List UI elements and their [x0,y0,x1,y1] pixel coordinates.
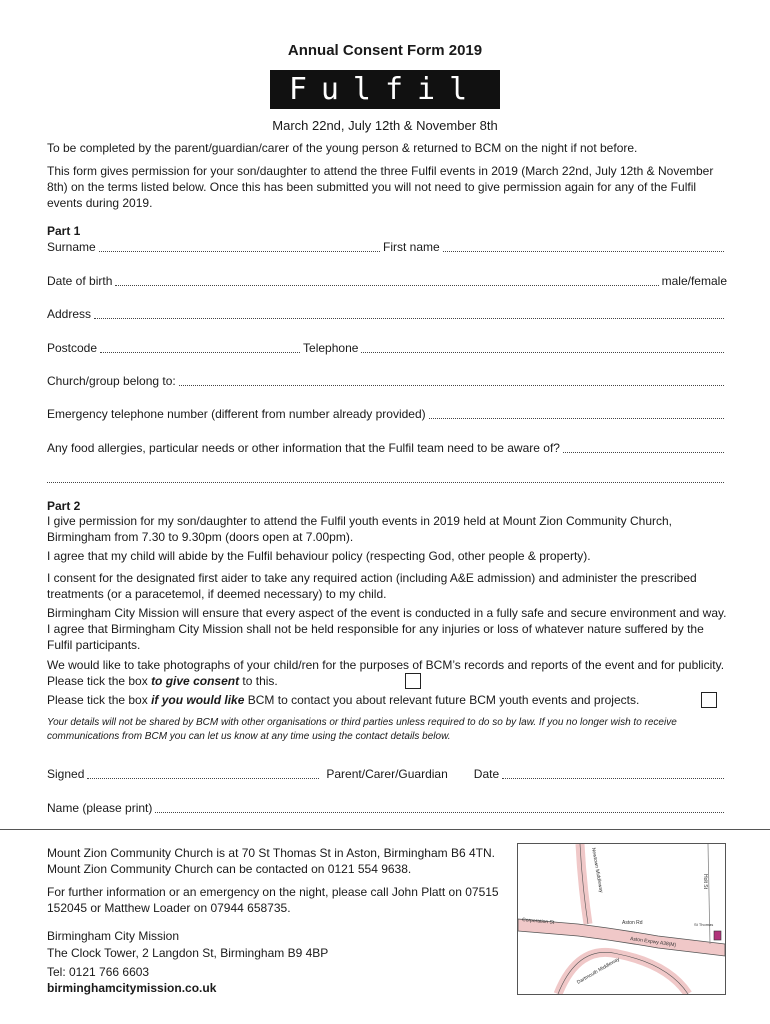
org-website[interactable]: birminghamcitymission.co.uk [47,981,217,995]
map-graphic [518,844,725,994]
org-address: The Clock Tower, 2 Langdon St, Birmingham B9 4BP [47,946,329,960]
allergies-field-2[interactable] [47,481,724,483]
address-field[interactable] [94,317,724,319]
name-label: Name (please print) [47,801,153,815]
address-label: Address [47,307,92,321]
dob-label: Date of birth [47,274,113,288]
church-label: Church/group belong to: [47,374,176,388]
org-telephone: Tel: 0121 766 6603 [47,965,150,979]
postcode-label: Postcode [47,341,98,355]
map-label-aston-rd: Aston Rd [622,920,643,926]
part2-heading: Part 2 [47,499,81,513]
contact-consent-checkbox[interactable] [701,692,717,708]
postcode-field[interactable] [100,351,300,353]
event-dates: March 22nd, July 12th & November 8th [272,118,498,133]
location-map [517,843,726,995]
contact-info: For further information or an emergency on the night, please call John Platt on 07515 152045 or Matthew Loader on 07944 658735. [47,885,499,915]
org-name: Birmingham City Mission [47,929,180,943]
intro-completion: To be completed by the parent/guardian/carer of the young person & returned to BCM on the night if not before. [47,141,638,155]
dob-row [47,273,727,289]
part2-permission: I give permission for my son/daughter to attend the Fulfil youth events in 2019 held at Mount Zion Community Church, Birmingham from 7.30 to 9.30pm (doors open at 7.00pm). [47,514,672,544]
signature-row [47,766,727,782]
map-venue-marker [714,931,721,940]
date-label: Date [473,767,500,781]
dob-field[interactable] [115,284,658,286]
map-label-dartmouth: Dartmouth Middleway [576,956,621,986]
allergies-row [47,440,727,456]
telephone-label: Telephone [303,341,359,355]
map-label-st-thomas: St Thomas [694,922,714,927]
footer-divider [0,829,770,830]
address-row [47,306,727,322]
date-field[interactable] [502,777,724,779]
map-road-holt [708,844,710,944]
privacy-notice: Your details will not be shared by BCM with other organisations or third parties unless required to do so by law. If you no longer wish to receive communications from BCM you can let us know at any time using the contact details below. [47,717,677,742]
part2-safety: Birmingham City Mission will ensure that every aspect of the event is conducted in a fully safe and secure environment and way. I agree that Birmingham City Mission shall not be held responsible for any injuries or loss of whatever nature suffered by the Fulfil participants. [47,606,727,652]
part2-contact-consent: Please tick the box if you would like BCM to contact you about relevant future BCM youth events and projects. [47,693,640,707]
part1-heading: Part 1 [47,224,81,238]
fulfil-logo: Fulfil [270,70,500,109]
map-label-newtown: Newtown Middleway [590,847,604,894]
first-name-label: First name [383,240,440,254]
emergency-field[interactable] [429,417,724,419]
first-name-field[interactable] [443,250,724,252]
map-label-expwy: Aston Expwy A38(M) [629,936,677,949]
map-label-holt: Holt St [702,874,708,890]
intro-permission: This form gives permission for your son/daughter to attend the three Fulfil events in 2019 (March 22nd, July 12th & November 8th) on the terms listed below. Once this has been submitted you will not need to give permission again for any of the Fulfil events during 2019. [47,164,714,210]
part2-photo-consent: We would like to take photographs of your child/ren for the purposes of BCM’s records and reports of the event and for publicity. Please tick the box to give consent to this. [47,658,725,688]
emergency-label: Emergency telephone number (different from number already provided) [47,407,426,421]
church-field[interactable] [179,384,724,386]
gender-label[interactable]: male/female [661,274,727,288]
parent-label: Parent/Carer/Guardian [326,767,448,781]
map-road-newtown [580,844,588,924]
signed-label: Signed [47,767,85,781]
part2-first-aid: I consent for the designated first aider to take any required action (including A&E admission) and administer the prescribed treatments (or a paracetemol, if deemed necessary) to my child. [47,571,697,601]
surname-label: Surname [47,240,96,254]
emergency-row [47,406,727,422]
map-label-corporation: Corporation St [521,917,555,926]
name-field[interactable] [155,811,724,813]
photo-consent-checkbox[interactable] [405,673,421,689]
name-row [47,800,727,816]
form-title: Annual Consent Form 2019 [287,42,483,59]
postcode-row [47,340,727,356]
venue-info: Mount Zion Community Church is at 70 St Thomas St in Aston, Birmingham B6 4TN. Mount Zion Community Church can be contacted on 0121 554 9638. [47,846,495,876]
signature-field[interactable] [87,777,319,779]
part2-behaviour: I agree that my child will abide by the Fulfil behaviour policy (respecting God, other people & property). [47,549,591,563]
surname-field[interactable] [99,250,380,252]
telephone-field[interactable] [361,351,724,353]
church-row [47,373,727,389]
allergies-continuation-row [47,472,727,486]
map-road-dartmouth [558,952,688,994]
allergies-label: Any food allergies, particular needs or other information that the Fulfil team need to be aware of? [47,441,560,455]
allergies-field[interactable] [563,451,724,453]
surname-row [47,239,727,255]
